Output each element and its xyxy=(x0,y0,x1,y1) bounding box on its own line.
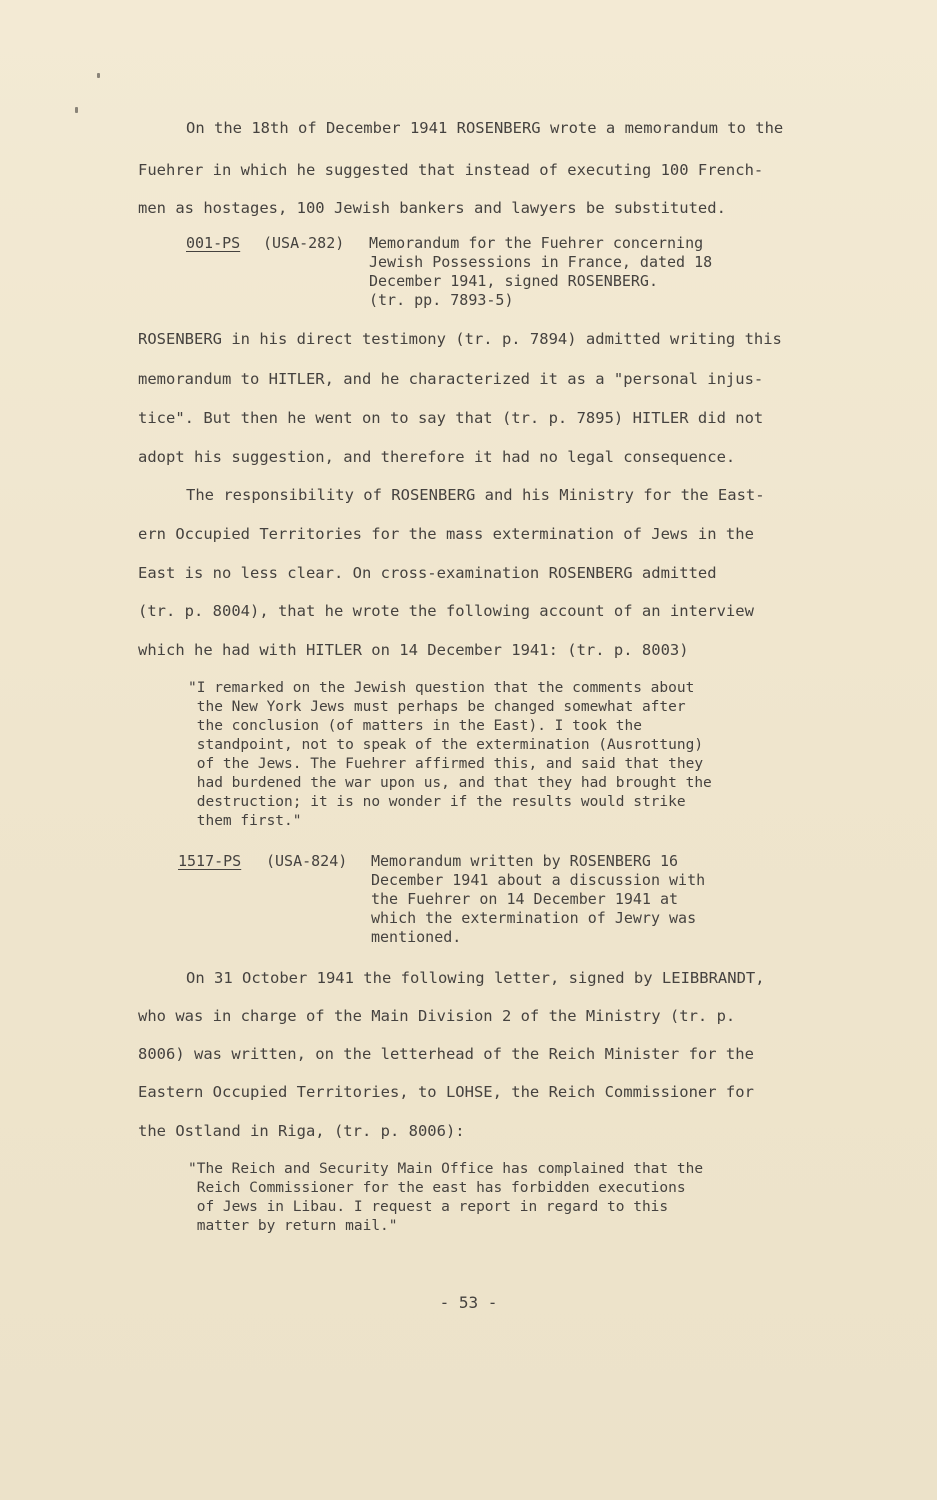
citation-line: December 1941 about a discussion with xyxy=(371,871,706,889)
quote-line: destruction; it is no wonder if the results would strike xyxy=(188,794,686,810)
quote-line: of Jews in Libau. I request a report in regard to this xyxy=(188,1199,669,1215)
margin-mark xyxy=(75,107,78,113)
quote-line: them first." xyxy=(188,813,302,829)
text-line: memorandum to HITLER, and he characterized it as a "personal injus- xyxy=(138,370,764,388)
text-line: Eastern Occupied Territories, to LOHSE, the Reich Commissioner for xyxy=(138,1083,754,1101)
text-line: the Ostland in Riga, (tr. p. 8006): xyxy=(138,1122,465,1140)
text-line: On 31 October 1941 the following letter, signed by LEIBBRANDT, xyxy=(186,969,765,987)
quote-line: of the Jews. The Fuehrer affirmed this, and said that they xyxy=(188,756,704,772)
quote-line: the conclusion (of matters in the East). I took the xyxy=(188,718,642,734)
exhibit-number: (USA-824) xyxy=(266,852,348,870)
citation-line: Memorandum written by ROSENBERG 16 xyxy=(371,852,679,870)
citation-line: mentioned. xyxy=(371,928,462,946)
quote-line: had burdened the war upon us, and that they had brought the xyxy=(188,775,712,791)
text-line: tice". But then he went on to say that (tr. p. 7895) HITLER did not xyxy=(138,409,764,427)
document-id: 1517-PS xyxy=(178,852,242,870)
text-line: ROSENBERG in his direct testimony (tr. p. 7894) admitted writing this xyxy=(138,330,782,348)
quote-line: "I remarked on the Jewish question that the comments about xyxy=(188,680,695,696)
quote-line: Reich Commissioner for the east has forbidden executions xyxy=(188,1180,686,1196)
text-line: who was in charge of the Main Division 2 of the Ministry (tr. p. xyxy=(138,1007,736,1025)
exhibit-number: (USA-282) xyxy=(263,234,345,252)
margin-mark xyxy=(97,73,100,78)
text-line: men as hostages, 100 Jewish bankers and lawyers be substituted. xyxy=(138,199,726,217)
text-line: On the 18th of December 1941 ROSENBERG wrote a memorandum to the xyxy=(186,119,784,137)
page-number: - 53 - xyxy=(439,1293,498,1312)
document-id: 001-PS xyxy=(186,234,241,252)
text-line: ern Occupied Territories for the mass extermination of Jews in the xyxy=(138,525,754,543)
quote-line: "The Reich and Security Main Office has complained that the xyxy=(188,1161,704,1177)
text-line: East is no less clear. On cross-examination ROSENBERG admitted xyxy=(138,564,717,582)
citation-line: which the extermination of Jewry was xyxy=(371,909,697,927)
citation-line: Memorandum for the Fuehrer concerning xyxy=(369,234,704,252)
citation-line: December 1941, signed ROSENBERG. xyxy=(369,272,658,290)
text-line: which he had with HITLER on 14 December 1941: (tr. p. 8003) xyxy=(138,641,689,659)
citation-line: (tr. pp. 7893-5) xyxy=(369,291,514,309)
text-line: 8006) was written, on the letterhead of the Reich Minister for the xyxy=(138,1045,754,1063)
citation-line: the Fuehrer on 14 December 1941 at xyxy=(371,890,679,908)
text-line: (tr. p. 8004), that he wrote the following account of an interview xyxy=(138,602,754,620)
citation-line: Jewish Possessions in France, dated 18 xyxy=(369,253,713,271)
quote-line: standpoint, not to speak of the extermination (Ausrottung) xyxy=(188,737,704,753)
text-line: adopt his suggestion, and therefore it had no legal consequence. xyxy=(138,448,736,466)
quote-line: matter by return mail." xyxy=(188,1218,398,1234)
quote-line: the New York Jews must perhaps be changed somewhat after xyxy=(188,699,686,715)
text-line: Fuehrer in which he suggested that instead of executing 100 French- xyxy=(138,161,764,179)
text-line: The responsibility of ROSENBERG and his Ministry for the East- xyxy=(186,486,765,504)
